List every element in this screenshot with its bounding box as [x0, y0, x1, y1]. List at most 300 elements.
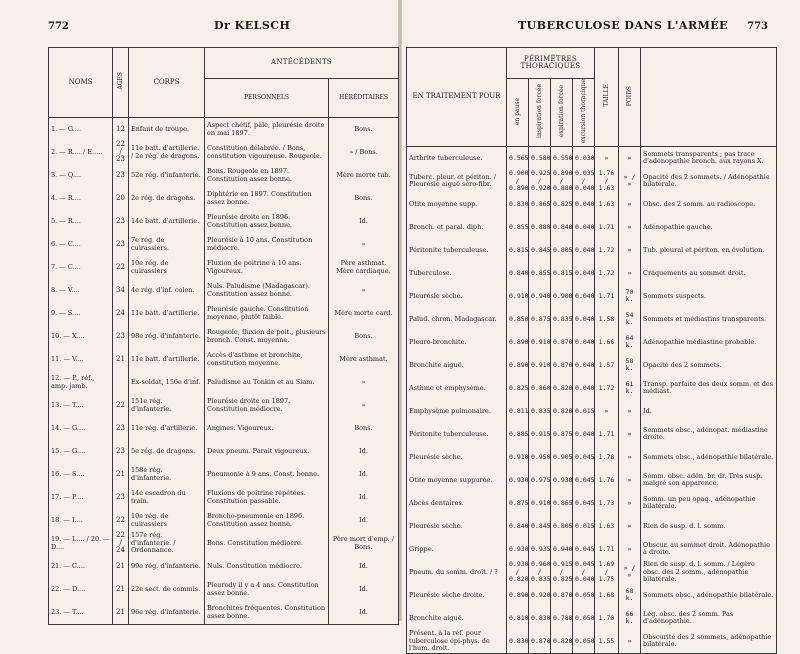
cell-observations: Rien de susp. d. l. somm.: [641, 515, 777, 538]
cell-observations: Sommets obsc., adénopathie bilatérale.: [641, 584, 777, 607]
table-row: [407, 239, 777, 262]
cell-hereditaires: Bons.: [329, 325, 399, 348]
cell-taille: 1.78: [595, 446, 619, 469]
cell-taille: 1.76 / 1.63: [595, 170, 619, 193]
cell-age: 21: [113, 578, 129, 601]
cell-traitement: Pleurésie sèche droite.: [407, 584, 507, 607]
cell-traitement: Arthrite tuberculeuse.: [407, 146, 507, 170]
cell-observations: Id.: [641, 400, 777, 423]
table-row: [49, 486, 399, 509]
cell-traitement: Bronchite aiguë.: [407, 354, 507, 377]
cell-expiration: 0.835: [551, 308, 573, 331]
cell-corps: 99e rég. d'infanterie.: [129, 555, 205, 578]
cell-taille: »: [595, 400, 619, 423]
cell-observations: Obscurité des 2 sommets, adénopathie bilatérale.: [641, 630, 777, 654]
cell-nom: 12. — P., réf., amp. jamb.: [49, 371, 113, 394]
page-number-right: 773: [747, 21, 768, 32]
col-header-corps: CORPS: [129, 48, 205, 118]
cell-corps: 5e rég. de dragons.: [129, 440, 205, 463]
cell-taille: 1.72: [595, 262, 619, 285]
cell-hereditaires: Id.: [329, 486, 399, 509]
cell-personnels: Constitution délabrée. / Bons, constitution vigoureuse. Rougeole.: [205, 141, 329, 164]
table-row: [49, 509, 399, 532]
cell-taille: 1.57: [595, 354, 619, 377]
cell-poids: »: [619, 423, 641, 446]
table-row: [49, 371, 399, 394]
cell-traitement: Pleurésie sèche.: [407, 446, 507, 469]
cell-inspiration: 0.845: [529, 239, 551, 262]
col-header-traitement: EN TRAITEMENT POUR: [407, 48, 507, 147]
table-row: [407, 469, 777, 492]
cell-age: 21: [113, 348, 129, 371]
cell-nom: 16. — S....: [49, 463, 113, 486]
cell-corps: 157e rég. d'infanterie. / Ordonnance.: [129, 532, 205, 555]
table-row: [407, 216, 777, 239]
cell-nom: 5. — R....: [49, 210, 113, 233]
cell-hereditaires: » / Bons.: [329, 141, 399, 164]
cell-hereditaires: Bons.: [329, 118, 399, 142]
cell-corps: 2e rég. de dragons.: [129, 187, 205, 210]
cell-traitement: Pleuro-bronchite.: [407, 331, 507, 354]
table-row: [49, 164, 399, 187]
table-row: [49, 394, 399, 417]
cell-en-pause: 0.840: [507, 262, 529, 285]
cell-excursion: 0.045: [573, 492, 595, 515]
cell-observations: Adénopathie gauche.: [641, 216, 777, 239]
cell-observations: Somm. un peu opaq., adénopathie bilatérale.: [641, 492, 777, 515]
cell-inspiration: 0.870: [529, 630, 551, 654]
cell-inspiration: 0.835: [529, 400, 551, 423]
cell-personnels: Accès d'asthme et bronchite, constitution moyenne.: [205, 348, 329, 371]
cell-corps: 52e rég. d'infanterie.: [129, 164, 205, 187]
cell-observations: Lég. obsc. des 2 somm. Pas d'adénopathie.: [641, 607, 777, 630]
cell-traitement: Otite moyenne suppurée.: [407, 469, 507, 492]
cell-nom: 15. — G....: [49, 440, 113, 463]
cell-expiration: 0.840: [551, 216, 573, 239]
cell-en-pause: 0.810: [507, 607, 529, 630]
cell-inspiration: 0.910: [529, 354, 551, 377]
cell-hereditaires: Id.: [329, 463, 399, 486]
col-header-personnels: PERSONNELS: [205, 79, 329, 118]
cell-taille: 1.72: [595, 377, 619, 400]
table-row: [49, 463, 399, 486]
cell-personnels: Rougeole, fluxion de poit., plusieurs bronch. Const. moyenne.: [205, 325, 329, 348]
cell-nom: 11. — V....: [49, 348, 113, 371]
cell-poids: » / »: [619, 561, 641, 584]
cell-corps: 11e batt. d'artillerie.: [129, 348, 205, 371]
cell-expiration: 0.550: [551, 146, 573, 170]
cell-poids: » / »: [619, 170, 641, 193]
cell-expiration: 0.805: [551, 239, 573, 262]
table-row: [407, 308, 777, 331]
cell-excursion: 0.040: [573, 423, 595, 446]
cell-inspiration: 0.925 / 0.920: [529, 170, 551, 193]
cell-nom: 9. — S....: [49, 302, 113, 325]
cell-corps: 10e rég. de cuirassiers: [129, 256, 205, 279]
cell-inspiration: 0.910: [529, 331, 551, 354]
cell-traitement: Pneum. du somm. droit. / ?: [407, 561, 507, 584]
cell-corps: 10e rég. de cuirassiers: [129, 509, 205, 532]
cell-personnels: Paludisme au Tonkin et au Siam.: [205, 371, 329, 394]
cell-age: 22 / 24: [113, 532, 129, 555]
cell-observations: Sommets obsc., adénopathie bilatérale.: [641, 446, 777, 469]
cell-corps: 14e batt. d'artillerie.: [129, 210, 205, 233]
cell-hereditaires: Bons.: [329, 187, 399, 210]
table-row: [407, 584, 777, 607]
cell-age: 20: [113, 187, 129, 210]
cell-nom: 10. — X....: [49, 325, 113, 348]
cell-en-pause: 0.830: [507, 193, 529, 216]
cell-expiration: 0.780: [551, 607, 573, 630]
cell-hereditaires: Mère asthmat.: [329, 348, 399, 371]
table-row: [49, 601, 399, 625]
cell-traitement: Bronch. et paral. diph.: [407, 216, 507, 239]
cell-expiration: 0.905: [551, 446, 573, 469]
cell-excursion: 0.050: [573, 630, 595, 654]
cell-age: 24: [113, 302, 129, 325]
cell-inspiration: 0.975: [529, 469, 551, 492]
cell-taille: »: [595, 146, 619, 170]
table-row: [49, 210, 399, 233]
cell-inspiration: 0.860: [529, 377, 551, 400]
cell-excursion: 0.045: [573, 538, 595, 561]
cell-taille: 1.71: [595, 216, 619, 239]
cell-inspiration: 0.580: [529, 146, 551, 170]
table-row: [407, 170, 777, 193]
cell-nom: 17. — P....: [49, 486, 113, 509]
cell-excursion: 0.030: [573, 146, 595, 170]
cell-corps: 11e batt. d'artillerie.: [129, 302, 205, 325]
cell-taille: 1.72: [595, 239, 619, 262]
cell-en-pause: 0.830: [507, 630, 529, 654]
cell-traitement: Asthme et emphysème.: [407, 377, 507, 400]
cell-en-pause: 0.885: [507, 423, 529, 446]
cell-hereditaires: Id.: [329, 578, 399, 601]
cell-taille: 1.63: [595, 515, 619, 538]
cell-expiration: 0.870: [551, 331, 573, 354]
table-row: [49, 325, 399, 348]
cell-en-pause: 0.855: [507, 216, 529, 239]
cell-taille: 1.71: [595, 538, 619, 561]
cell-poids: »: [619, 630, 641, 654]
cell-nom: 3. — Q....: [49, 164, 113, 187]
col-header-noms: NOMS: [49, 48, 113, 118]
right-table: [406, 47, 777, 654]
cell-personnels: Pleurésie gauche. Constitution moyenne, plutôt faible.: [205, 302, 329, 325]
cell-excursion: 0.040: [573, 308, 595, 331]
cell-personnels: Pleurésie droite en 1896. Constitution assez bonne.: [205, 210, 329, 233]
cell-excursion: 0.040: [573, 262, 595, 285]
col-header-observations: [641, 48, 777, 147]
cell-hereditaires: Id.: [329, 509, 399, 532]
cell-traitement: Péritonite tuberculeuse.: [407, 239, 507, 262]
cell-en-pause: 0.875: [507, 492, 529, 515]
cell-excursion: 0.040: [573, 216, 595, 239]
cell-personnels: Pleurésie à 10 ans. Constitution médiocre.: [205, 233, 329, 256]
cell-age: 21: [113, 601, 129, 625]
cell-nom: 13. — T....: [49, 394, 113, 417]
cell-personnels: Aspect chétif, pâle, pleurésie droite en mai 1897.: [205, 118, 329, 142]
right-page: [400, 0, 800, 653]
cell-hereditaires: Mère morte tub.: [329, 164, 399, 187]
cell-inspiration: 0.865: [529, 193, 551, 216]
cell-hereditaires: »: [329, 371, 399, 394]
cell-traitement: Otite moyenne supp.: [407, 193, 507, 216]
cell-inspiration: 0.875: [529, 308, 551, 331]
cell-personnels: Bons. Rougeole en 1897. Constitution assez bonne.: [205, 164, 329, 187]
cell-inspiration: 0.830: [529, 607, 551, 630]
cell-corps: 7e rég. de cuirassiers.: [129, 233, 205, 256]
cell-poids: »: [619, 538, 641, 561]
cell-observations: Obsc. des 2 somm. au radioscope.: [641, 193, 777, 216]
cell-poids: »: [619, 146, 641, 170]
cell-observations: Sommets obsc., adénopat. médiastine droite.: [641, 423, 777, 446]
cell-personnels: Pleurody il y a 4 ans. Constitution assez bonne.: [205, 578, 329, 601]
cell-en-pause: 0.930: [507, 538, 529, 561]
table-row: [49, 233, 399, 256]
cell-observations: Sommets suspects.: [641, 285, 777, 308]
cell-corps: 22e sect. de commis.: [129, 578, 205, 601]
table-row: [407, 146, 777, 170]
cell-corps: 11e rég. d'artillerie.: [129, 417, 205, 440]
col-header-expiration: expiration forcée: [551, 79, 573, 147]
cell-nom: 8. — V....: [49, 279, 113, 302]
cell-traitement: Palud. chron. Madagascar.: [407, 308, 507, 331]
cell-observations: Craquements au sommet droit.: [641, 262, 777, 285]
cell-inspiration: 0.855: [529, 262, 551, 285]
cell-poids: »: [619, 515, 641, 538]
cell-poids: 68 k.: [619, 584, 641, 607]
table-row: [49, 118, 399, 142]
cell-nom: 23. — T....: [49, 601, 113, 625]
cell-hereditaires: Bons.: [329, 417, 399, 440]
cell-age: 22: [113, 509, 129, 532]
cell-hereditaires: Id.: [329, 555, 399, 578]
cell-personnels: Fluxion de poitrine à 10 ans. Vigoureux.: [205, 256, 329, 279]
table-row: [407, 515, 777, 538]
cell-expiration: 0.940: [551, 538, 573, 561]
cell-nom: 1. — G....: [49, 118, 113, 142]
cell-hereditaires: Id.: [329, 440, 399, 463]
table-row: [407, 561, 777, 584]
cell-hereditaires: Père mort d'emp. / Bons.: [329, 532, 399, 555]
cell-excursion: 0.045: [573, 446, 595, 469]
cell-inspiration: 0.880: [529, 216, 551, 239]
cell-expiration: 0.805: [551, 515, 573, 538]
cell-personnels: Deux pneum. Parait vigoureux.: [205, 440, 329, 463]
cell-en-pause: 0.900 / 0.890: [507, 170, 529, 193]
cell-taille: 1.73: [595, 492, 619, 515]
cell-expiration: 0.820: [551, 630, 573, 654]
col-header-ages: AGES: [113, 48, 129, 118]
cell-age: 23: [113, 486, 129, 509]
col-header-taille: TAILLE: [595, 48, 619, 147]
cell-en-pause: 0.910: [507, 285, 529, 308]
cell-observations: Adénopathie médiastine probable.: [641, 331, 777, 354]
running-head-left: Dr KELSCH: [214, 19, 291, 32]
cell-age: 22 / 23: [113, 141, 129, 164]
table-row: [407, 377, 777, 400]
cell-observations: Opacité des 2 sommets.: [641, 354, 777, 377]
cell-hereditaires: »: [329, 233, 399, 256]
cell-age: 22: [113, 256, 129, 279]
cell-personnels: Broncho-pneumonie en 1896. Constitution assez bonne.: [205, 509, 329, 532]
cell-hereditaires: »: [329, 279, 399, 302]
cell-poids: 58 k.: [619, 354, 641, 377]
cell-en-pause: 0.815: [507, 239, 529, 262]
cell-taille: 1.71: [595, 423, 619, 446]
cell-expiration: 0.815: [551, 262, 573, 285]
cell-traitement: Péritonite tuberculeuse.: [407, 423, 507, 446]
cell-observations: Somm. obsc. adén. br. dr. Très susp. malgré son apparence.: [641, 469, 777, 492]
col-header-poids: POIDS: [619, 48, 641, 147]
cell-age: 12: [113, 118, 129, 142]
cell-age: 22: [113, 394, 129, 417]
cell-nom: 14. — G....: [49, 417, 113, 440]
cell-personnels: Pleurésie droite en 1897. Constitution médiocre.: [205, 394, 329, 417]
cell-inspiration: 0.960 / 0.835: [529, 561, 551, 584]
left-table: [48, 47, 399, 625]
cell-age: 23: [113, 417, 129, 440]
cell-corps: 151e rég. d'infanterie.: [129, 394, 205, 417]
table-row: [49, 256, 399, 279]
table-row: [49, 555, 399, 578]
cell-excursion: 0.015: [573, 515, 595, 538]
page-number-left: 772: [48, 21, 69, 32]
cell-traitement: Bronchite aiguë.: [407, 607, 507, 630]
table-row: [407, 607, 777, 630]
cell-corps: 96e rég. d'infanterie.: [129, 601, 205, 625]
cell-poids: »: [619, 216, 641, 239]
cell-excursion: 0.040: [573, 377, 595, 400]
cell-poids: 66 k.: [619, 607, 641, 630]
cell-poids: »: [619, 469, 641, 492]
cell-hereditaires: »: [329, 394, 399, 417]
cell-poids: 54 k.: [619, 308, 641, 331]
cell-age: 23: [113, 233, 129, 256]
cell-observations: Sommets transparents ; pas trace d'adénopathie bronch. aux rayons X.: [641, 146, 777, 170]
cell-corps: 158e rég. d'infanterie.: [129, 463, 205, 486]
cell-poids: »: [619, 492, 641, 515]
table-row: [49, 417, 399, 440]
cell-personnels: Pneumonie à 9 ans. Const. bonne.: [205, 463, 329, 486]
cell-observations: Sommets et médiastins transparents.: [641, 308, 777, 331]
cell-poids: »: [619, 446, 641, 469]
table-row: [407, 285, 777, 308]
cell-excursion: 0.015: [573, 400, 595, 423]
cell-traitement: Tuberculose.: [407, 262, 507, 285]
cell-excursion: 0.040: [573, 354, 595, 377]
cell-corps: Enfant de troupe.: [129, 118, 205, 142]
cell-personnels: Nuls. Constitution médiocre.: [205, 555, 329, 578]
cell-traitement: Présent. à la réf. pour tuberculose épi-phys. de l'hum. droit.: [407, 630, 507, 654]
left-page: [0, 0, 400, 621]
cell-observations: Tub. pleural et périton. en évolution.: [641, 239, 777, 262]
table-row: [407, 423, 777, 446]
cell-traitement: Emphysème pulmonaire.: [407, 400, 507, 423]
cell-age: 23: [113, 325, 129, 348]
cell-corps: 14e escadron du train.: [129, 486, 205, 509]
cell-inspiration: 0.935: [529, 538, 551, 561]
cell-traitement: Pleurésie sèche.: [407, 515, 507, 538]
cell-corps: Ex-soldat, 156e d'inf.: [129, 371, 205, 394]
cell-nom: 18. — I....: [49, 509, 113, 532]
cell-nom: 22. — D....: [49, 578, 113, 601]
table-row: [407, 262, 777, 285]
cell-expiration: 0.870: [551, 584, 573, 607]
table-row: [407, 193, 777, 216]
cell-taille: 1.76: [595, 469, 619, 492]
cell-en-pause: 0.930 / 0.820: [507, 561, 529, 584]
cell-taille: 1.55: [595, 630, 619, 654]
cell-nom: 19. — L.... / 20. — D....: [49, 532, 113, 555]
cell-traitement: Grippe.: [407, 538, 507, 561]
table-row: [49, 348, 399, 371]
cell-excursion: 0.035 / 0.040: [573, 170, 595, 193]
table-row: [49, 532, 399, 555]
cell-taille: 1.71: [595, 285, 619, 308]
table-row: [407, 400, 777, 423]
cell-observations: Rien de susp. d. l. somm. / Légère obsc. des 2 somm., adénopathie bilatérale.: [641, 561, 777, 584]
cell-en-pause: 0.840: [507, 515, 529, 538]
table-row: [407, 538, 777, 561]
cell-taille: 1.63: [595, 193, 619, 216]
table-row: [49, 440, 399, 463]
cell-age: 34: [113, 279, 129, 302]
cell-hereditaires: Père asthmat. Mère cardiaque.: [329, 256, 399, 279]
cell-nom: 4. — R....: [49, 187, 113, 210]
table-row: [407, 446, 777, 469]
cell-expiration: 0.890 / 0.880: [551, 170, 573, 193]
cell-inspiration: 0.950: [529, 446, 551, 469]
cell-en-pause: 0.890: [507, 331, 529, 354]
cell-excursion: 0.050: [573, 607, 595, 630]
cell-personnels: Angines. Vigoureux.: [205, 417, 329, 440]
cell-en-pause: 0.890: [507, 354, 529, 377]
cell-expiration: 0.900: [551, 285, 573, 308]
cell-excursion: 0.040: [573, 239, 595, 262]
cell-observations: Obscur. au sommet droit. Adénopathie à droite.: [641, 538, 777, 561]
cell-expiration: 0.930: [551, 469, 573, 492]
cell-expiration: 0.865: [551, 492, 573, 515]
cell-personnels: Fluxions de poitrine répétées. Constitution passable.: [205, 486, 329, 509]
table-row: [407, 492, 777, 515]
cell-age: 21: [113, 463, 129, 486]
cell-excursion: 0.050: [573, 584, 595, 607]
running-head-right: TUBERCULOSE DANS L'ARMÉE: [518, 19, 729, 32]
cell-en-pause: 0.930: [507, 469, 529, 492]
cell-taille: 1.58: [595, 308, 619, 331]
cell-corps: 11e batt. d'artillerie. / 2e rég. de dragons.: [129, 141, 205, 164]
cell-en-pause: 0.811: [507, 400, 529, 423]
cell-personnels: Bons. Constitution médiocre.: [205, 532, 329, 555]
cell-age: 23: [113, 210, 129, 233]
cell-age: 23: [113, 164, 129, 187]
cell-poids: »: [619, 400, 641, 423]
table-row: [407, 630, 777, 654]
cell-en-pause: 0.565: [507, 146, 529, 170]
cell-personnels: Diphtérie en 1897. Constitution assez bonne.: [205, 187, 329, 210]
cell-personnels: Bronchites fréquentes. Constitution assez bonne.: [205, 601, 329, 625]
cell-nom: 7. — C....: [49, 256, 113, 279]
cell-inspiration: 0.920: [529, 584, 551, 607]
table-row: [49, 302, 399, 325]
cell-taille: 1.70: [595, 607, 619, 630]
cell-excursion: 0.045: [573, 469, 595, 492]
col-header-excursion: excursion thoracique: [573, 79, 595, 147]
cell-poids: 64 k.: [619, 331, 641, 354]
cell-poids: 61 k.: [619, 377, 641, 400]
